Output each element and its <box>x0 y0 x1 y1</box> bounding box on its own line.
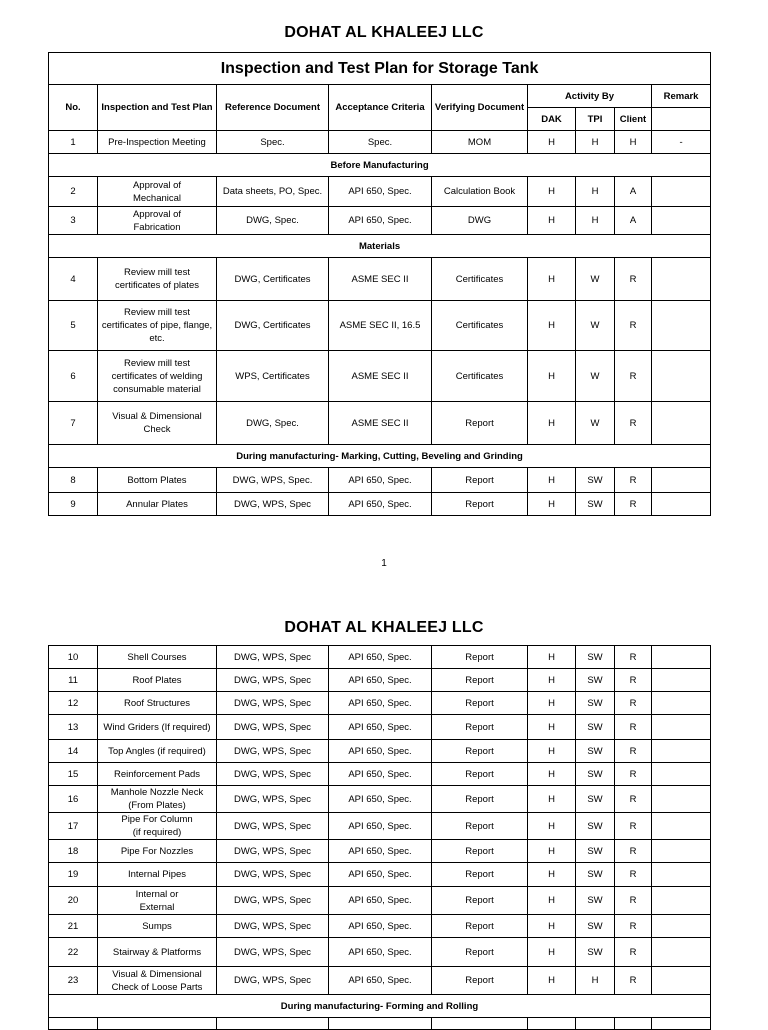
table-row <box>49 740 711 763</box>
cell-criteria: API 650, Spec. <box>329 938 432 967</box>
cell-tpi: SW <box>576 938 615 967</box>
cell-remark <box>652 715 711 740</box>
cell-dak: H <box>528 646 576 669</box>
cell-dak: H <box>528 840 576 863</box>
cell-plan <box>98 258 217 301</box>
cell-dak: H <box>528 938 576 967</box>
cell-reference: DWG, WPS, Spec <box>217 863 329 887</box>
cell-dak: H <box>528 915 576 938</box>
cell-plan: Wind Griders (If required) <box>98 715 217 740</box>
cell-tpi: SW <box>576 763 615 786</box>
cell-no: 11 <box>49 669 98 692</box>
cell-reference: DWG, WPS, Spec <box>217 715 329 740</box>
cell-dak: H <box>528 813 576 840</box>
cell-criteria: API 650, Spec. <box>329 692 432 715</box>
cell-tpi: H <box>576 967 615 995</box>
cell-verifying: Report <box>432 692 528 715</box>
cell-client: R <box>615 967 652 995</box>
page-number: 1 <box>381 558 387 569</box>
cell-client: R <box>615 493 652 516</box>
cell-criteria: API 650, Spec. <box>329 887 432 915</box>
cell-remark <box>652 887 711 915</box>
cell-criteria: ASME SEC II <box>329 351 432 402</box>
cell-verifying: Report <box>432 740 528 763</box>
cell-no: 15 <box>49 763 98 786</box>
cell-verifying: Report <box>432 493 528 516</box>
cell-verifying: Report <box>432 887 528 915</box>
cell-plan <box>98 177 217 207</box>
table-row <box>49 840 711 863</box>
cell-reference: DWG, Spec. <box>217 207 329 235</box>
cell-client: A <box>615 207 652 235</box>
cell-tpi: SW <box>576 493 615 516</box>
cell-plan <box>98 887 217 915</box>
header-activity-by: Activity By <box>528 85 652 108</box>
cell-verifying: DWG <box>432 207 528 235</box>
cell-client: R <box>615 351 652 402</box>
cell-reference: DWG, WPS, Spec <box>217 967 329 995</box>
table-row <box>49 715 711 740</box>
cell-client: R <box>615 669 652 692</box>
cell-plan: Pre-Inspection Meeting <box>98 131 217 154</box>
table-row <box>49 646 711 669</box>
cell-plan: Annular Plates <box>98 493 217 516</box>
section-title: Before Manufacturing <box>49 154 711 177</box>
table-row <box>49 402 711 445</box>
cell-no: 4 <box>49 258 98 301</box>
title-row <box>49 53 711 85</box>
cell-plan-line-1: Review mill test <box>124 357 190 369</box>
cell-dak: H <box>528 131 576 154</box>
cell-no: 17 <box>49 813 98 840</box>
cell-dak: H <box>528 177 576 207</box>
cell-tpi: W <box>576 301 615 351</box>
cell-tpi: SW <box>576 740 615 763</box>
cell-plan <box>98 207 217 235</box>
cell-reference: DWG, WPS, Spec <box>217 938 329 967</box>
cell-tpi: SW <box>576 786 615 813</box>
cell-no: 20 <box>49 887 98 915</box>
cell-criteria: API 650, Spec. <box>329 207 432 235</box>
table-row <box>49 468 711 493</box>
table-row <box>49 863 711 887</box>
cell-remark <box>652 301 711 351</box>
table-row <box>49 967 711 995</box>
itp-table-page-2 <box>48 645 711 1030</box>
cell-dak: H <box>528 351 576 402</box>
cell-dak: H <box>528 669 576 692</box>
cell-client: R <box>615 715 652 740</box>
cell-verifying: Calculation Book <box>432 177 528 207</box>
cell-remark: - <box>652 131 711 154</box>
cell-plan-line-1: Review mill test <box>124 307 190 318</box>
cell-plan-line-2: certificates of welding <box>111 370 203 382</box>
header-criteria: Acceptance Criteria <box>329 85 432 131</box>
cell-client: R <box>615 763 652 786</box>
table-row <box>49 915 711 938</box>
cell-criteria: ASME SEC II <box>329 402 432 445</box>
cell-plan-line-1: Approval of <box>132 179 182 191</box>
cell-client: R <box>615 840 652 863</box>
cell-remark <box>652 967 711 995</box>
header-row <box>49 85 711 108</box>
cell-client: R <box>615 915 652 938</box>
cell-criteria: ASME SEC II, 16.5 <box>329 301 432 351</box>
cell-no: 5 <box>49 301 98 351</box>
cell-plan-line-1: Pipe For Column <box>121 814 193 825</box>
cell-plan <box>98 786 217 813</box>
cell-remark <box>652 863 711 887</box>
cell-client: R <box>615 938 652 967</box>
cell-verifying: Report <box>432 468 528 493</box>
company-name-page-2: DOHAT AL KHALEEJ LLC <box>284 619 484 636</box>
cell-no: 23 <box>49 967 98 995</box>
cell-plan: Bottom Plates <box>98 468 217 493</box>
section-row <box>49 235 711 258</box>
company-name: DOHAT AL KHALEEJ LLC <box>284 24 484 41</box>
cell-tpi: SW <box>576 863 615 887</box>
cell-reference: WPS, Certificates <box>217 351 329 402</box>
cell-no: 10 <box>49 646 98 669</box>
cell-reference: Spec. <box>217 131 329 154</box>
table-row <box>49 786 711 813</box>
table-row <box>49 258 711 301</box>
table-row <box>49 887 711 915</box>
cell-no: 6 <box>49 351 98 402</box>
header-no: No. <box>49 85 98 131</box>
section-title: Materials <box>49 235 711 258</box>
cell-no: 13 <box>49 715 98 740</box>
cell-reference: DWG, Spec. <box>217 402 329 445</box>
cell-criteria: API 650, Spec. <box>329 715 432 740</box>
cell-criteria: API 650, Spec. <box>329 840 432 863</box>
table-row <box>49 692 711 715</box>
cell-reference: DWG, Certificates <box>217 301 329 351</box>
cell-no: 16 <box>49 786 98 813</box>
cell-verifying: Report <box>432 646 528 669</box>
cell-plan: Internal Pipes <box>98 863 217 887</box>
cell-plan-line-1: Visual & Dimensional <box>112 411 202 422</box>
cell-reference: DWG, WPS, Spec <box>217 740 329 763</box>
cell-dak: H <box>528 887 576 915</box>
cell-client: A <box>615 177 652 207</box>
cell-tpi: SW <box>576 468 615 493</box>
cell-remark <box>652 813 711 840</box>
cell-plan <box>98 402 217 445</box>
cell-plan: Reinforcement Pads <box>98 763 217 786</box>
cell-plan <box>98 813 217 840</box>
cell-remark <box>652 351 711 402</box>
table-row <box>49 493 711 516</box>
cell-remark <box>652 740 711 763</box>
cell-plan-line-3: consumable material <box>113 383 201 395</box>
cell-remark <box>652 763 711 786</box>
cell-dak: H <box>528 863 576 887</box>
header-plan: Inspection and Test Plan <box>98 85 217 131</box>
cell-no: 7 <box>49 402 98 445</box>
cell-verifying: Certificates <box>432 258 528 301</box>
cell-plan-line-2: External <box>139 901 175 913</box>
table-row <box>49 669 711 692</box>
cell-remark <box>652 258 711 301</box>
header-reference: Reference Document <box>217 85 329 131</box>
cell-client: R <box>615 813 652 840</box>
cell-client: R <box>615 740 652 763</box>
cell-verifying: MOM <box>432 131 528 154</box>
cell-plan-line-1: Manhole Nozzle Neck <box>110 787 204 798</box>
table-row <box>49 301 711 351</box>
table-row <box>49 131 711 154</box>
cell-remark <box>652 840 711 863</box>
cell-plan-line-2: Check of Loose Parts <box>111 981 203 993</box>
cell-client: R <box>615 301 652 351</box>
cell-tpi: SW <box>576 669 615 692</box>
cell-client: R <box>615 646 652 669</box>
cell-client: R <box>615 887 652 915</box>
cell-plan-line-2: Check <box>143 424 171 435</box>
cell-plan-line-1: Visual & Dimensional <box>112 968 202 980</box>
cell-plan-line-1: Internal or <box>135 888 179 900</box>
cell-no: 22 <box>49 938 98 967</box>
cell-plan: Sumps <box>98 915 217 938</box>
cell-dak: H <box>528 740 576 763</box>
cell-reference: DWG, WPS, Spec <box>217 813 329 840</box>
cell-verifying: Report <box>432 938 528 967</box>
cell-plan-line-2: Mechanical <box>132 192 182 204</box>
cell-criteria: API 650, Spec. <box>329 740 432 763</box>
cell-dak: H <box>528 967 576 995</box>
cell-dak: H <box>528 763 576 786</box>
cell-remark <box>652 493 711 516</box>
cell-plan-line-2: (From Plates) <box>128 800 186 811</box>
cell-remark <box>652 669 711 692</box>
cell-remark <box>652 692 711 715</box>
cell-criteria: API 650, Spec. <box>329 915 432 938</box>
cell-verifying: Report <box>432 863 528 887</box>
cell-remark <box>652 646 711 669</box>
cell-reference: DWG, WPS, Spec <box>217 692 329 715</box>
cell-plan: Roof Structures <box>98 692 217 715</box>
cell-reference: DWG, WPS, Spec <box>217 669 329 692</box>
cell-reference: DWG, WPS, Spec <box>217 786 329 813</box>
cell-plan-line-1: Review mill test <box>124 267 190 278</box>
table-row <box>49 351 711 402</box>
cell-criteria: API 650, Spec. <box>329 967 432 995</box>
cell-no: 1 <box>49 131 98 154</box>
cell-client: R <box>615 692 652 715</box>
cell-tpi: W <box>576 258 615 301</box>
cell-criteria: API 650, Spec. <box>329 646 432 669</box>
cell-client: R <box>615 863 652 887</box>
cell-reference: Data sheets, PO, Spec. <box>217 177 329 207</box>
cell-tpi: SW <box>576 840 615 863</box>
cell-verifying: Report <box>432 813 528 840</box>
cell-verifying: Report <box>432 840 528 863</box>
table-row <box>49 207 711 235</box>
cell-reference: DWG, Certificates <box>217 258 329 301</box>
cell-client: R <box>615 786 652 813</box>
cell-plan <box>98 351 217 402</box>
cell-criteria: ASME SEC II <box>329 258 432 301</box>
cell-no: 3 <box>49 207 98 235</box>
table-row <box>49 813 711 840</box>
cell-criteria: API 650, Spec. <box>329 468 432 493</box>
cell-client: R <box>615 402 652 445</box>
cell-no: 8 <box>49 468 98 493</box>
cell-plan: Roof Plates <box>98 669 217 692</box>
cell-client: R <box>615 468 652 493</box>
header-remark-blank <box>652 108 711 131</box>
cell-verifying: Report <box>432 967 528 995</box>
header-client: Client <box>615 108 652 131</box>
cell-reference: DWG, WPS, Spec <box>217 887 329 915</box>
document-title: Inspection and Test Plan for Storage Tank <box>49 53 711 85</box>
cell-dak: H <box>528 258 576 301</box>
cell-remark <box>652 207 711 235</box>
cell-verifying: Report <box>432 763 528 786</box>
cell-remark <box>652 786 711 813</box>
cell-tpi: H <box>576 131 615 154</box>
cell-no: 21 <box>49 915 98 938</box>
cell-tpi: SW <box>576 646 615 669</box>
cell-criteria: API 650, Spec. <box>329 763 432 786</box>
header-tpi: TPI <box>576 108 615 131</box>
cell-tpi: H <box>576 177 615 207</box>
cell-tpi: SW <box>576 813 615 840</box>
cell-tpi: SW <box>576 915 615 938</box>
cell-dak: H <box>528 207 576 235</box>
cell-no: 18 <box>49 840 98 863</box>
cell-dak: H <box>528 692 576 715</box>
cell-client: R <box>615 258 652 301</box>
cell-dak: H <box>528 786 576 813</box>
cell-tpi: SW <box>576 715 615 740</box>
cell-criteria: API 650, Spec. <box>329 786 432 813</box>
cell-verifying: Report <box>432 402 528 445</box>
cell-criteria: Spec. <box>329 131 432 154</box>
cell-plan: Top Angles (if required) <box>98 740 217 763</box>
itp-table-page-1 <box>48 52 711 516</box>
cell-tpi: SW <box>576 887 615 915</box>
header-verifying: Verifying Document <box>432 85 528 131</box>
cell-plan <box>98 967 217 995</box>
cell-no: 2 <box>49 177 98 207</box>
section-row <box>49 445 711 468</box>
section-row <box>49 995 711 1018</box>
cell-reference: DWG, WPS, Spec <box>217 840 329 863</box>
cell-no: 14 <box>49 740 98 763</box>
cell-plan-line-2: Fabrication <box>133 221 181 233</box>
cell-plan-line-2: certificates of pipe, flange, <box>101 320 213 331</box>
cell-plan-line-2: certificates of plates <box>115 280 199 291</box>
cell-plan: Shell Courses <box>98 646 217 669</box>
cell-plan-line-2: (if required) <box>132 827 182 838</box>
cell-tpi: W <box>576 351 615 402</box>
cell-remark <box>652 468 711 493</box>
section-row <box>49 154 711 177</box>
cell-tpi: W <box>576 402 615 445</box>
table-row <box>49 177 711 207</box>
cell-reference: DWG, WPS, Spec. <box>217 468 329 493</box>
cell-verifying: Report <box>432 915 528 938</box>
cell-dak: H <box>528 468 576 493</box>
cell-plan-line-3: etc. <box>149 333 165 344</box>
cell-no: 19 <box>49 863 98 887</box>
cell-criteria: API 650, Spec. <box>329 177 432 207</box>
cell-verifying: Report <box>432 669 528 692</box>
cell-tpi: SW <box>576 692 615 715</box>
table-row <box>49 938 711 967</box>
cell-verifying: Certificates <box>432 351 528 402</box>
section-title: During manufacturing- Marking, Cutting, Beveling and Grinding <box>49 445 711 468</box>
cell-verifying: Report <box>432 786 528 813</box>
section-title: During manufacturing- Forming and Rolling <box>49 995 711 1018</box>
cell-criteria: API 650, Spec. <box>329 863 432 887</box>
cell-dak: H <box>528 301 576 351</box>
cell-plan-line-1: Approval of <box>132 208 182 220</box>
cell-dak: H <box>528 715 576 740</box>
cell-criteria: API 650, Spec. <box>329 813 432 840</box>
header-dak: DAK <box>528 108 576 131</box>
table-row <box>49 763 711 786</box>
cell-plan <box>98 301 217 351</box>
cell-remark <box>652 938 711 967</box>
cell-reference: DWG, WPS, Spec <box>217 493 329 516</box>
cell-dak: H <box>528 402 576 445</box>
cell-no: 12 <box>49 692 98 715</box>
cell-reference: DWG, WPS, Spec <box>217 915 329 938</box>
cell-verifying: Report <box>432 715 528 740</box>
cell-verifying: Certificates <box>432 301 528 351</box>
cell-remark <box>652 915 711 938</box>
cell-criteria: API 650, Spec. <box>329 669 432 692</box>
header-remark: Remark <box>652 85 711 108</box>
cell-remark <box>652 402 711 445</box>
cell-reference: DWG, WPS, Spec <box>217 646 329 669</box>
cell-tpi: H <box>576 207 615 235</box>
cell-plan: Pipe For Nozzles <box>98 840 217 863</box>
cell-remark <box>652 177 711 207</box>
cell-reference: DWG, WPS, Spec <box>217 763 329 786</box>
cell-no: 9 <box>49 493 98 516</box>
cell-plan: Stairway & Platforms <box>98 938 217 967</box>
cell-client: H <box>615 131 652 154</box>
cell-dak: H <box>528 493 576 516</box>
cell-criteria: API 650, Spec. <box>329 493 432 516</box>
